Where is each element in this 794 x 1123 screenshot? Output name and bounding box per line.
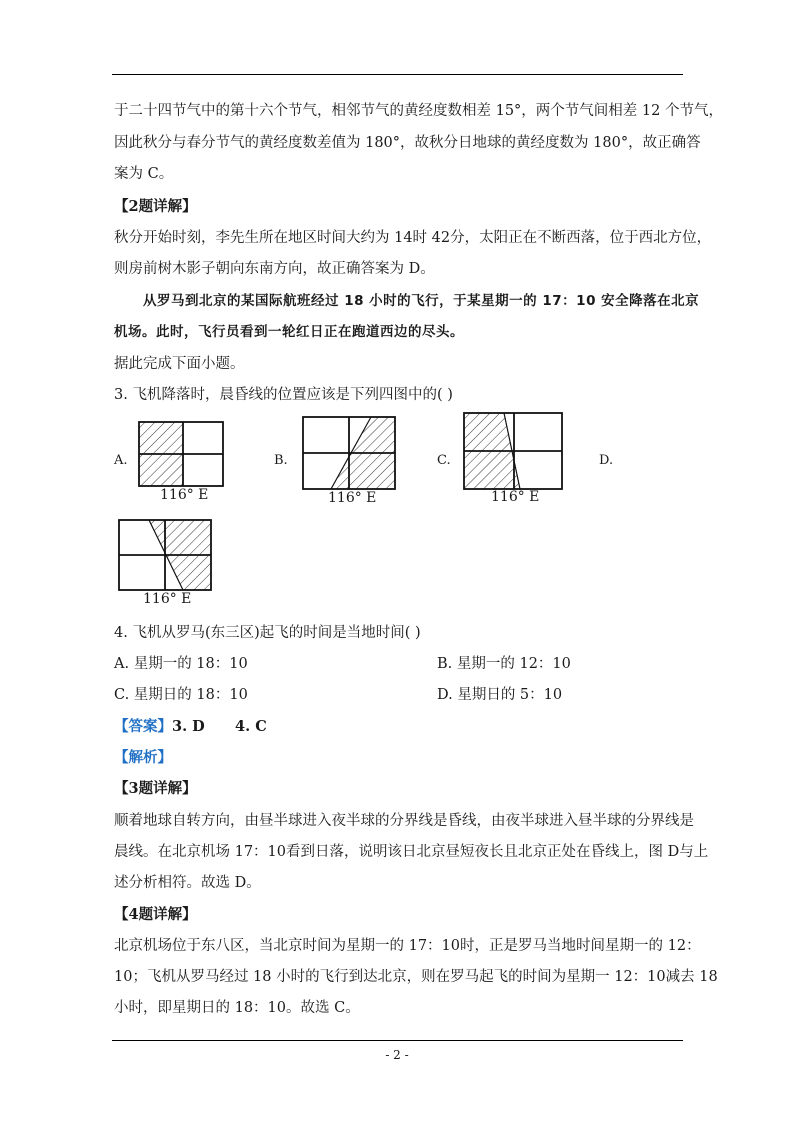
page-number: - 2 - (385, 1048, 409, 1062)
option-b: B. 星期一的 12：10 (437, 656, 571, 672)
footer-rule (112, 1040, 683, 1041)
text-line: 小时，即星期日的 18：10。故选 C。 (114, 1000, 360, 1016)
figure-a (137, 420, 225, 488)
option-c: C. 星期日的 18：10 (114, 687, 248, 703)
text-line: 因此秋分与春分节气的黄经度数差值为 180°，故秋分日地球的黄经度数为 180°，故正确答 (114, 135, 701, 151)
text-line: 晨线。在北京机场 17：10看到日落，说明该日北京昼短夜长且北京正处在昏线上，图 D与上 (114, 844, 709, 860)
header-rule (112, 74, 683, 75)
text-line: 据此完成下面小题。 (114, 356, 245, 372)
section-heading: 【4题详解】 (114, 906, 197, 923)
answer-label: 【答案】 (114, 718, 172, 735)
text-line: 述分析相符。故选 D。 (114, 875, 261, 891)
option-d: D. 星期日的 5：10 (437, 687, 563, 703)
text-line: 10；飞机从罗马经过 18 小时的飞行到达北京，则在罗马起飞的时间为星期一 12：10减去 18 (114, 969, 718, 985)
text-line: 秋分开始时刻，李先生所在地区时间大约为 14时 42分，太阳正在不断西落，位于西北方位， (114, 230, 712, 246)
figure-c-caption: 116° E (491, 489, 540, 505)
figure-a-label: A. (114, 453, 128, 468)
figure-b (301, 415, 397, 491)
figure-c-label: C. (437, 453, 451, 468)
text-line: 顺着地球自转方向，由昼半球进入夜半球的分界线是昏线，由夜半球进入昼半球的分界线是 (114, 813, 694, 829)
figure-b-label: B. (274, 453, 288, 468)
analysis-label: 【解析】 (114, 749, 172, 766)
option-a: A. 星期一的 18：10 (114, 656, 248, 672)
section-heading: 【2题详解】 (114, 198, 197, 215)
text-line: 则房前树木影子朝向东南方向，故正确答案为 D。 (114, 261, 435, 277)
figure-a-caption: 116° E (160, 487, 209, 503)
answer-value: 3. D 4. C (172, 718, 267, 735)
figure-d-caption: 116° E (143, 591, 192, 607)
question-4: 4. 飞机从罗马(东三区)起飞的时间是当地时间( ) (114, 625, 421, 641)
answer-line (114, 717, 267, 737)
text-line: 于二十四节气中的第十六个节气，相邻节气的黄经度数相差 15°，两个节气间相差 12 个节气， (114, 103, 723, 119)
question-3: 3. 飞机降落时，晨昏线的位置应该是下列四图中的( ) (114, 387, 453, 403)
text-line: 案为 C。 (114, 166, 174, 182)
figure-b-caption: 116° E (328, 490, 377, 506)
material-text: 机场。此时，飞行员看到一轮红日正在跑道西边的尽头。 (114, 324, 464, 340)
text-line: 北京机场位于东八区，当北京时间为星期一的 17：10时，正是罗马当地时间星期一的 12： (114, 938, 701, 954)
figure-d (117, 518, 213, 592)
figure-c (462, 411, 564, 491)
material-text: 从罗马到北京的某国际航班经过 18 小时的飞行，于某星期一的 17：10 安全降落在北京 (143, 293, 700, 309)
figure-d-label: D. (599, 453, 614, 468)
section-heading: 【3题详解】 (114, 780, 197, 797)
